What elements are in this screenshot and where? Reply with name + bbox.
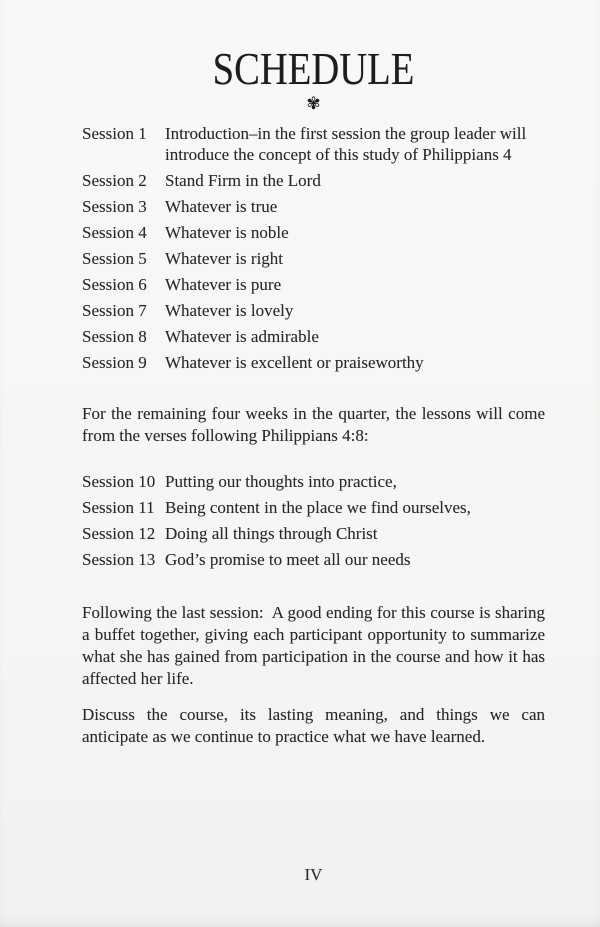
session-description: Doing all things through Christ — [165, 524, 378, 543]
session-label: Session 5 — [82, 249, 147, 268]
session-description: Whatever is pure — [165, 275, 282, 294]
session-row — [82, 497, 545, 518]
page-number: IV — [304, 865, 323, 884]
session-description: Whatever is excellent or praiseworthy — [165, 353, 424, 372]
session-row — [82, 300, 545, 321]
session-description: Stand Firm in the Lord — [165, 171, 321, 190]
page-title: SCHEDULE — [212, 43, 415, 94]
florette-ornament-icon: ✾ — [306, 94, 321, 114]
session-description: Whatever is lovely — [165, 301, 294, 320]
session-label: Session 3 — [82, 197, 147, 216]
session-description: Putting our thoughts into practice, — [165, 472, 397, 491]
session-list-2 — [82, 471, 545, 570]
session-row — [82, 523, 545, 544]
session-description: Whatever is true — [165, 197, 278, 216]
page-content — [82, 0, 545, 927]
session-description: Whatever is right — [165, 249, 284, 268]
session-description: Whatever is noble — [165, 223, 289, 242]
session-row — [82, 196, 545, 217]
paragraph-discuss: Discuss the course, its lasting meaning, and things we can anticipate as we continue to practice what we have learned. — [82, 705, 545, 746]
session-description: Whatever is admirable — [165, 327, 319, 346]
session-row — [82, 170, 545, 191]
session-description: Introduction–in the first session the group leader will introduce the concept of this study of Philippians 4 — [165, 124, 527, 164]
session-list-1 — [82, 123, 545, 373]
session-row — [82, 549, 545, 570]
session-label: Session 9 — [82, 353, 147, 372]
session-label: Session 12 — [82, 524, 156, 543]
session-label: Session 11 — [82, 498, 155, 517]
session-row — [82, 123, 545, 165]
session-row — [82, 274, 545, 295]
session-label: Session 2 — [82, 171, 147, 190]
paragraph-remaining-weeks: For the remaining four weeks in the quarter, the lessons will come from the verses following Philippians 4:8: — [82, 404, 545, 445]
session-row — [82, 222, 545, 243]
session-row — [82, 471, 545, 492]
session-label: Session 8 — [82, 327, 147, 346]
session-row — [82, 248, 545, 269]
session-label: Session 4 — [82, 223, 147, 242]
session-description: God’s promise to meet all our needs — [165, 550, 411, 569]
session-label: Session 13 — [82, 550, 156, 569]
session-label: Session 6 — [82, 275, 147, 294]
session-row — [82, 352, 545, 373]
session-row — [82, 326, 545, 347]
session-label: Session 10 — [82, 472, 156, 491]
session-label: Session 7 — [82, 301, 147, 320]
session-description: Being content in the place we find ourselves, — [165, 498, 471, 517]
session-label: Session 1 — [82, 124, 147, 143]
paragraph-closing-buffet: Following the last session: A good ending for this course is sharing a buffet together, giving each participant opportunity to summarize what she has gained from participation in the course and how it has affected her life. — [82, 603, 545, 688]
